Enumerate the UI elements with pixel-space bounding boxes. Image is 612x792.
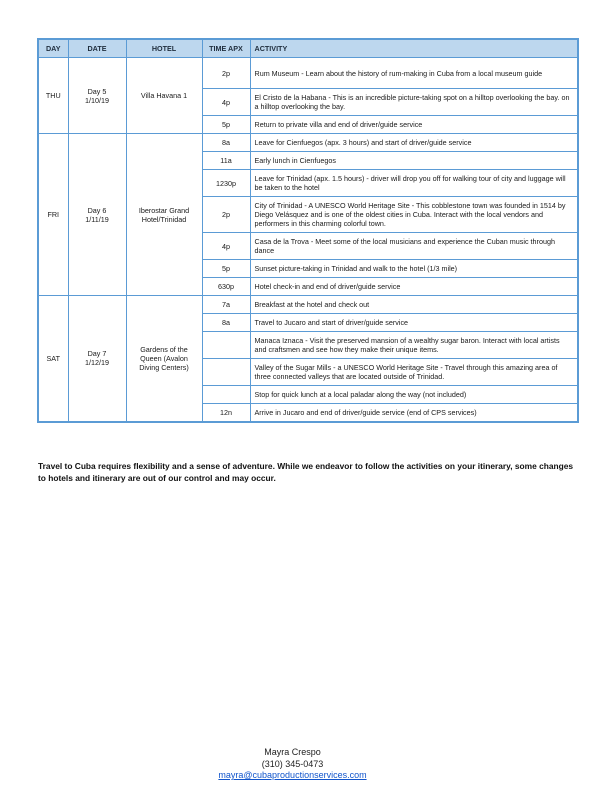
time-cell: 11a: [202, 152, 250, 170]
activity-cell: Casa de la Trova - Meet some of the local musicians and experience the Cuban music through dance: [250, 233, 578, 260]
contact-footer: [0, 747, 585, 782]
time-cell: [202, 386, 250, 404]
activity-cell: Stop for quick lunch at a local paladar along the way (not included): [250, 386, 578, 404]
time-cell: 1230p: [202, 170, 250, 197]
time-cell: 630p: [202, 278, 250, 296]
activity-cell: Arrive in Jucaro and end of driver/guide service (end of CPS services): [250, 404, 578, 422]
time-cell: 8a: [202, 134, 250, 152]
date-day: Day 7: [87, 349, 107, 359]
date-cell: [68, 58, 126, 134]
contact-name: Mayra Crespo: [264, 747, 321, 757]
activity-cell: City of Trinidad - A UNESCO World Heritage Site - This cobblestone town was founded in 1514 by Diego Velásquez and is one of the oldest cities in Cuba. Interact with the local vendors and performers in this charming colorful town.: [250, 197, 578, 233]
time-cell: 7a: [202, 296, 250, 314]
table-row: [38, 58, 578, 89]
time-cell: 8a: [202, 314, 250, 332]
activity-cell: Early lunch in Cienfuegos: [250, 152, 578, 170]
header-date: DATE: [68, 39, 126, 58]
header-hotel: HOTEL: [126, 39, 202, 58]
date-value: 1/10/19: [85, 95, 109, 105]
hotel-cell: Villa Havana 1: [126, 58, 202, 134]
activity-cell: Hotel check-in and end of driver/guide service: [250, 278, 578, 296]
activity-cell: Manaca Iznaca - Visit the preserved mansion of a wealthy sugar baron. Interact with local artists and craftsmen and see how they make their unique items.: [250, 332, 578, 359]
time-cell: [202, 332, 250, 359]
activity-cell: Valley of the Sugar Mills - a UNESCO World Heritage Site - Travel through this amazing area of three connected valleys that are located outside of Trinidad.: [250, 359, 578, 386]
table-row: [38, 134, 578, 152]
hotel-cell: Iberostar Grand Hotel/Trinidad: [126, 134, 202, 296]
header-day: DAY: [38, 39, 68, 58]
itinerary-table: [37, 38, 579, 423]
date-day: Day 6: [87, 205, 107, 215]
time-cell: 5p: [202, 116, 250, 134]
contact-phone: (310) 345-0473: [261, 758, 324, 769]
time-cell: 4p: [202, 233, 250, 260]
activity-cell: El Cristo de la Habana - This is an incredible picture-taking spot on a hilltop overlooking the bay. on a hilltop overlooking the bay.: [250, 89, 578, 116]
table-header-row: [38, 39, 578, 58]
table-row: [38, 296, 578, 314]
date-value: 1/12/19: [85, 358, 109, 368]
activity-cell: Leave for Trinidad (apx. 1.5 hours) - driver will drop you off for walking tour of city and luggage will be taken to the hotel: [250, 170, 578, 197]
hotel-cell: Gardens of the Queen (Avalon Diving Centers): [126, 296, 202, 422]
time-cell: 2p: [202, 58, 250, 89]
time-cell: [202, 359, 250, 386]
day-cell: SAT: [38, 296, 68, 422]
day-cell: FRI: [38, 134, 68, 296]
header-activity: ACTIVITY: [250, 39, 578, 58]
time-cell: 2p: [202, 197, 250, 233]
date-value: 1/11/19: [85, 214, 109, 224]
activity-cell: Travel to Jucaro and start of driver/guide service: [250, 314, 578, 332]
activity-cell: Breakfast at the hotel and check out: [250, 296, 578, 314]
activity-cell: Rum Museum - Learn about the history of rum-making in Cuba from a local museum guide: [250, 58, 578, 89]
contact-email-link[interactable]: mayra@cubaproductionservices.com: [218, 770, 367, 780]
day-cell: THU: [38, 58, 68, 134]
date-day: Day 5: [87, 86, 107, 96]
time-cell: 5p: [202, 260, 250, 278]
time-cell: 12n: [202, 404, 250, 422]
activity-cell: Leave for Cienfuegos (apx. 3 hours) and start of driver/guide service: [250, 134, 578, 152]
date-cell: [68, 134, 126, 296]
date-cell: [68, 296, 126, 422]
activity-cell: Return to private villa and end of driver/guide service: [250, 116, 578, 134]
header-time: TIME APX: [202, 39, 250, 58]
activity-cell: Sunset picture-taking in Trinidad and walk to the hotel (1/3 mile): [250, 260, 578, 278]
time-cell: 4p: [202, 89, 250, 116]
flexibility-note: Travel to Cuba requires flexibility and a sense of adventure. While we endeavor to follow the activities on your itinerary, some changes to hotels and itinerary are out of our control and may occur.: [38, 461, 574, 483]
